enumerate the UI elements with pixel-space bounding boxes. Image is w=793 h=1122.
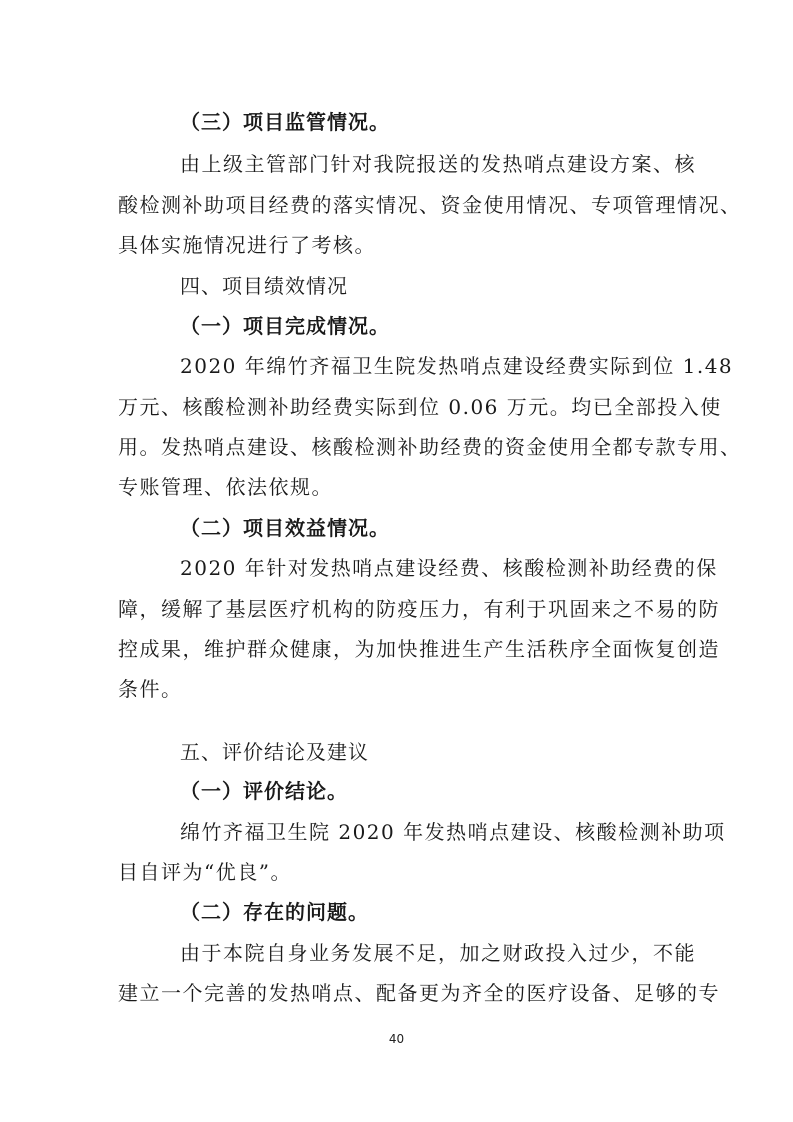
paragraph-line: 绵竹齐福卫生院 2020 年发热哨点建设、核酸检测补助项 — [180, 820, 726, 844]
paragraph-line: 控成果，维护群众健康，为加快推进生产生活秩序全面恢复创造 — [118, 637, 720, 661]
paragraph-line: 专账管理、依法依规。 — [118, 475, 333, 499]
section-heading-benefits: （二）项目效益情况。 — [180, 516, 390, 540]
section-heading-supervision: （三）项目监管情况。 — [180, 110, 390, 134]
paragraph-line: 具体实施情况进行了考核。 — [118, 233, 376, 257]
page-number: 40 — [388, 1032, 405, 1046]
chapter-heading-performance: 四、项目绩效情况 — [180, 274, 348, 298]
paragraph-line: 2020 年绵竹齐福卫生院发热哨点建设经费实际到位 1.48 — [180, 354, 734, 378]
section-heading-evaluation: （一）评价结论。 — [180, 779, 348, 803]
paragraph-line: 酸检测补助项目经费的落实情况、资金使用情况、专项管理情况、 — [118, 193, 742, 217]
paragraph-line: 条件。 — [118, 677, 183, 701]
paragraph-line: 由于本院自身业务发展不足，加之财政投入过少，不能 — [180, 941, 696, 965]
chapter-heading-conclusion: 五、评价结论及建议 — [180, 740, 369, 764]
paragraph-line: 由上级主管部门针对我院报送的发热哨点建设方案、核 — [180, 152, 696, 176]
paragraph-line: 目自评为“优良”。 — [118, 860, 292, 884]
paragraph-line: 建立一个完善的发热哨点、配备更为齐全的医疗设备、足够的专 — [118, 981, 720, 1005]
paragraph-line: 用。发热哨点建设、核酸检测补助经费的资金使用全都专款专用、 — [118, 435, 742, 459]
section-heading-completion: （一）项目完成情况。 — [180, 314, 390, 338]
paragraph-line: 万元、核酸检测补助经费实际到位 0.06 万元。均已全部投入使 — [118, 395, 722, 419]
paragraph-line: 障，缓解了基层医疗机构的防疫压力，有利于巩固来之不易的防 — [118, 597, 720, 621]
section-heading-problems: （二）存在的问题。 — [180, 900, 369, 924]
paragraph-line: 2020 年针对发热哨点建设经费、核酸检测补助经费的保 — [180, 556, 718, 580]
